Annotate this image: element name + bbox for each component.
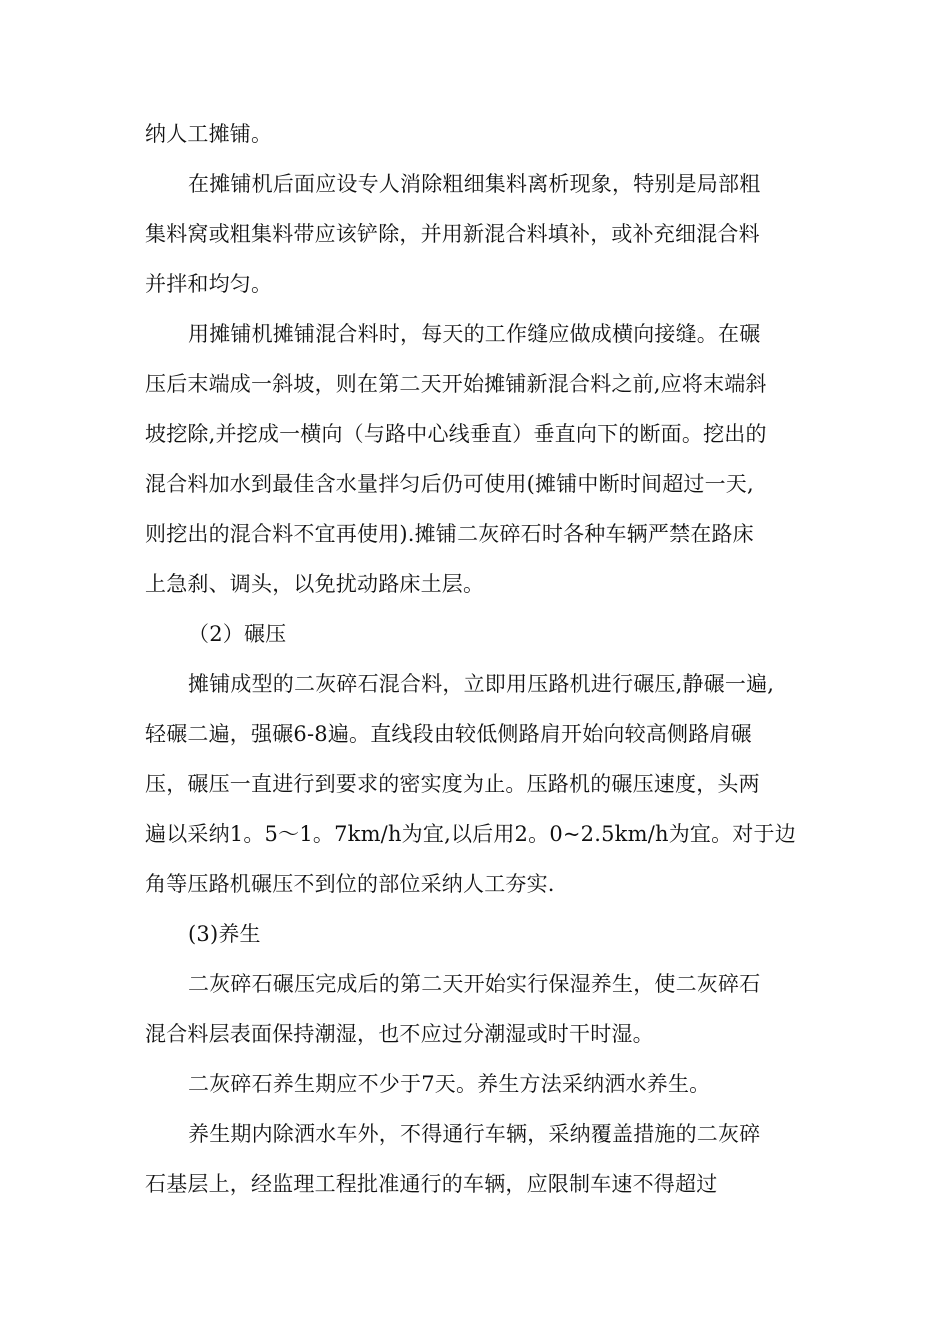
text-line: 上急刹、调头，以免扰动路床土层。 <box>145 572 485 596</box>
paragraph-start-line: 用摊铺机摊铺混合料时，每天的工作缝应做成横向接缝。在碾 <box>188 322 761 346</box>
text-line: 角等压路机碾压不到位的部位采纳人工夯实. <box>145 872 555 896</box>
section-heading: (3)养生 <box>188 922 261 946</box>
paragraph-start-line: 在摊铺机后面应设专人消除粗细集料离析现象，特别是局部粗 <box>188 172 761 196</box>
text-line: 混合料层表面保持潮湿，也不应过分潮湿或时干时湿。 <box>145 1022 654 1046</box>
section-heading: （2）碾压 <box>188 622 287 646</box>
text-line: 压后末端成一斜坡，则在第二天开始摊铺新混合料之前,应将末端斜 <box>145 372 767 396</box>
paragraph-start-line: 养生期内除洒水车外，不得通行车辆，采纳覆盖措施的二灰碎 <box>188 1122 761 1146</box>
text-line: 则挖出的混合料不宜再使用).摊铺二灰碎石时各种车辆严禁在路床 <box>145 522 754 546</box>
text-line: 压，碾压一直进行到要求的密实度为止。压路机的碾压速度，头两 <box>145 772 760 796</box>
text-line: 遍以采纳1。5～1。7km/h为宜,以后用2。0~2.5km/h为宜。对于边 <box>145 822 796 846</box>
paragraph-start-line: 摊铺成型的二灰碎石混合料，立即用压路机进行碾压,静碾一遍, <box>188 672 775 696</box>
text-line: 坡挖除,并挖成一横向（与路中心线垂直）垂直向下的断面。挖出的 <box>145 422 767 446</box>
text-line: 集料窝或粗集料带应该铲除，并用新混合料填补，或补充细混合料 <box>145 222 760 246</box>
text-line: 并拌和均匀。 <box>145 272 273 296</box>
paragraph-start-line: 二灰碎石碾压完成后的第二天开始实行保湿养生，使二灰碎石 <box>188 972 761 996</box>
text-line: 轻碾二遍，强碾6-8遍。直线段由较低侧路肩开始向较高侧路肩碾 <box>145 722 752 746</box>
text-line: 纳人工摊铺。 <box>145 122 273 146</box>
text-line: 混合料加水到最佳含水量拌匀后仍可使用(摊铺中断时间超过一天, <box>145 472 754 496</box>
paragraph-start-line: 二灰碎石养生期应不少于7天。养生方法采纳洒水养生。 <box>188 1072 711 1096</box>
text-line: 石基层上，经监理工程批准通行的车辆，应限制车速不得超过 <box>145 1172 718 1196</box>
